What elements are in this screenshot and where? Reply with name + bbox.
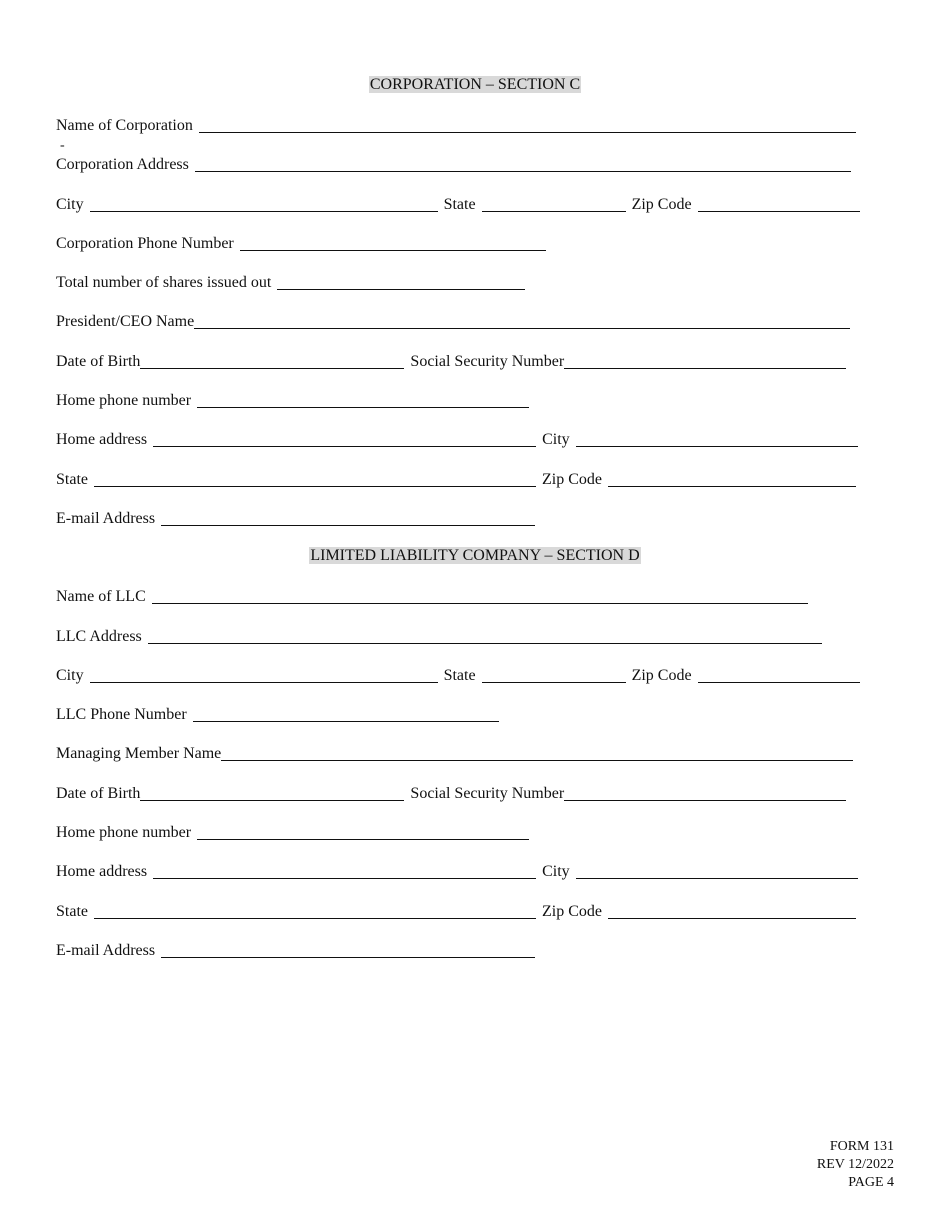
corp-state-field[interactable]: [482, 195, 626, 212]
corp-city-field[interactable]: [90, 195, 438, 212]
corp-email-label: E-mail Address: [56, 510, 156, 527]
llc-address-row: [56, 626, 822, 646]
llc-city-field[interactable]: [90, 666, 438, 683]
corp-name-label: Name of Corporation: [56, 117, 193, 134]
corp-home-state-field[interactable]: [94, 470, 536, 487]
llc-state-label: State: [443, 667, 476, 684]
corp-home-address-field[interactable]: [153, 430, 536, 447]
llc-home-phone-row: [56, 822, 529, 842]
member-label: Managing Member Name: [56, 745, 222, 762]
form-number: FORM 131: [829, 1139, 894, 1154]
llc-zip-field[interactable]: [698, 666, 860, 683]
page-number: PAGE 4: [848, 1175, 894, 1190]
corp-home-phone-label: Home phone number: [56, 392, 192, 409]
corp-address-label: Corporation Address: [56, 156, 189, 173]
corp-city-row: [56, 194, 860, 214]
corp-phone-label: Corporation Phone Number: [56, 235, 234, 252]
llc-phone-row: [56, 704, 499, 724]
shares-label: Total number of shares issued out: [56, 274, 272, 291]
llc-address-field[interactable]: [148, 627, 822, 644]
corp-home-state-label: State: [56, 471, 88, 488]
corp-name-row: [56, 115, 856, 135]
stray-dash: -: [60, 138, 65, 153]
corp-email-row: [56, 508, 535, 528]
corp-home-address-label: Home address: [56, 431, 148, 448]
corp-phone-row: [56, 233, 546, 253]
corp-email-field[interactable]: [161, 509, 535, 526]
corp-zip-field[interactable]: [698, 195, 860, 212]
llc-email-label: E-mail Address: [56, 942, 156, 959]
corp-ssn-label: Social Security Number: [410, 353, 565, 370]
section-c-heading-text: CORPORATION – SECTION C: [369, 76, 581, 93]
corp-ssn-field[interactable]: [564, 352, 846, 369]
llc-state-field[interactable]: [482, 666, 626, 683]
llc-city-label: City: [56, 667, 84, 684]
shares-field[interactable]: [277, 273, 525, 290]
corp-home-city-label: City: [542, 431, 570, 448]
llc-phone-label: LLC Phone Number: [56, 706, 187, 723]
llc-name-field[interactable]: [152, 587, 808, 604]
llc-home-phone-field[interactable]: [197, 823, 529, 840]
llc-phone-field[interactable]: [193, 705, 499, 722]
llc-home-zip-field[interactable]: [608, 902, 856, 919]
president-row: [56, 311, 850, 331]
llc-zip-label: Zip Code: [631, 667, 692, 684]
corp-home-zip-label: Zip Code: [542, 471, 602, 488]
llc-dob-field[interactable]: [140, 784, 404, 801]
corp-home-phone-row: [56, 390, 529, 410]
corp-zip-label: Zip Code: [631, 196, 692, 213]
corp-address-row: [56, 154, 851, 174]
llc-ssn-field[interactable]: [564, 784, 846, 801]
llc-email-field[interactable]: [161, 941, 535, 958]
llc-home-phone-label: Home phone number: [56, 824, 192, 841]
president-label: President/CEO Name: [56, 313, 195, 330]
section-d-heading: [0, 547, 950, 565]
corp-home-zip-field[interactable]: [608, 470, 856, 487]
form-revision: REV 12/2022: [816, 1157, 894, 1172]
llc-home-address-label: Home address: [56, 863, 148, 880]
member-row: [56, 743, 853, 763]
corp-state-label: State: [443, 196, 476, 213]
member-field[interactable]: [221, 744, 853, 761]
corp-name-field[interactable]: [199, 116, 856, 133]
llc-city-row: [56, 665, 860, 685]
llc-dob-row: [56, 783, 846, 803]
llc-name-label: Name of LLC: [56, 588, 146, 605]
llc-home-address-row: [56, 861, 858, 881]
llc-home-address-field[interactable]: [153, 862, 536, 879]
llc-home-zip-label: Zip Code: [542, 903, 602, 920]
corp-home-city-field[interactable]: [576, 430, 858, 447]
shares-row: [56, 272, 525, 292]
corp-city-label: City: [56, 196, 84, 213]
corp-address-field[interactable]: [195, 155, 851, 172]
corp-dob-field[interactable]: [140, 352, 404, 369]
llc-home-state-row: [56, 901, 856, 921]
corp-home-phone-field[interactable]: [197, 391, 529, 408]
llc-email-row: [56, 940, 535, 960]
corp-dob-label: Date of Birth: [56, 353, 141, 370]
llc-home-state-field[interactable]: [94, 902, 536, 919]
president-field[interactable]: [194, 312, 850, 329]
llc-ssn-label: Social Security Number: [410, 785, 565, 802]
llc-name-row: [56, 586, 808, 606]
llc-home-city-label: City: [542, 863, 570, 880]
section-c-heading: [0, 76, 950, 94]
llc-address-label: LLC Address: [56, 628, 142, 645]
section-d-heading-text: LIMITED LIABILITY COMPANY – SECTION D: [310, 547, 640, 564]
corp-home-state-row: [56, 469, 856, 489]
llc-home-state-label: State: [56, 903, 88, 920]
corp-home-address-row: [56, 429, 858, 449]
corp-phone-field[interactable]: [240, 234, 546, 251]
corp-dob-row: [56, 351, 846, 371]
llc-dob-label: Date of Birth: [56, 785, 141, 802]
form-footer: [817, 1138, 894, 1192]
llc-home-city-field[interactable]: [576, 862, 858, 879]
